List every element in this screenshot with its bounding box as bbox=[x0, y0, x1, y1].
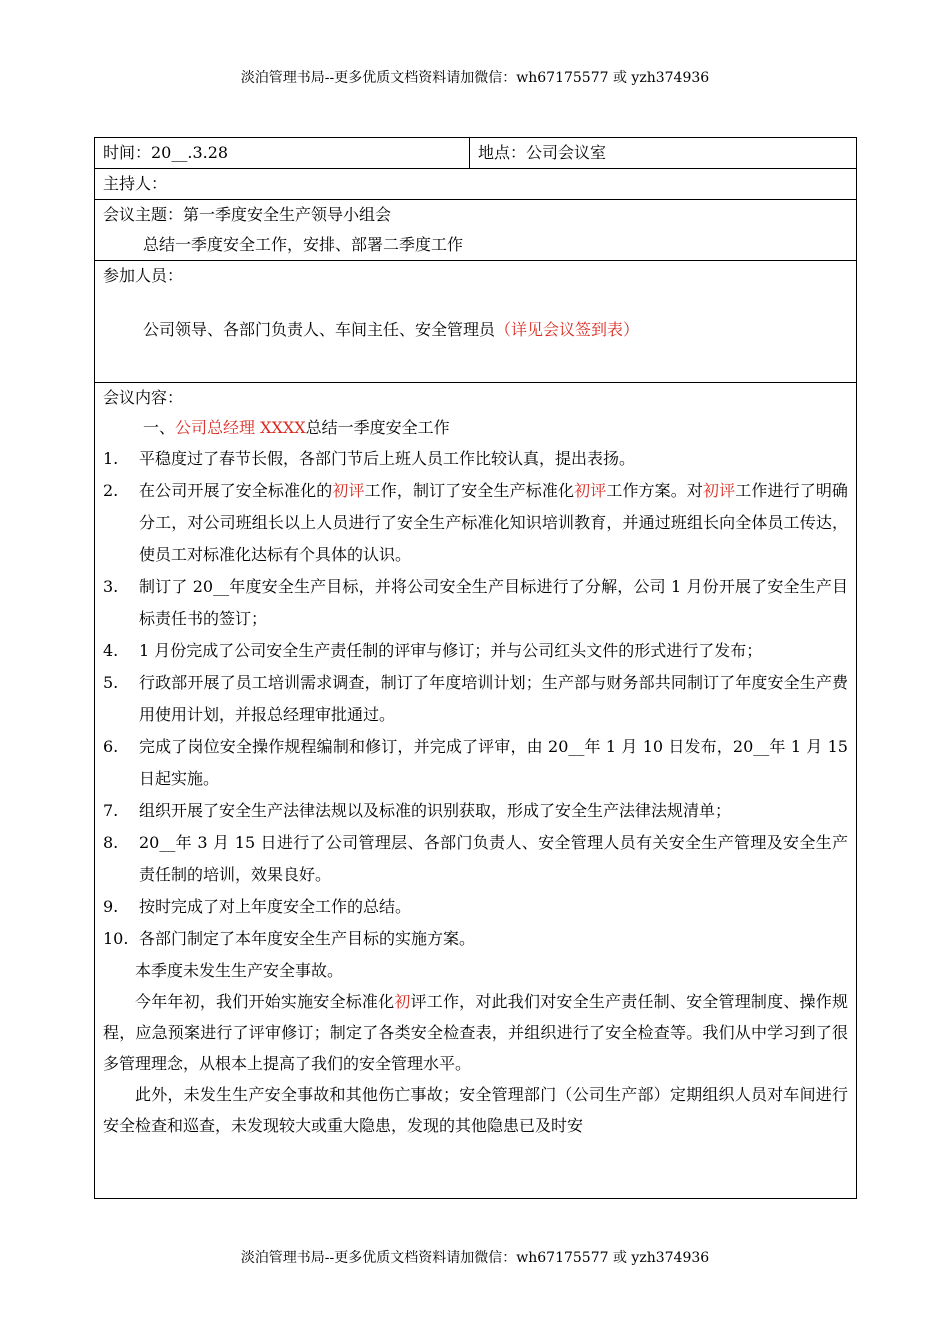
item-text bbox=[139, 475, 848, 571]
meeting-attendees bbox=[95, 261, 857, 383]
item-number: 6. bbox=[103, 737, 119, 756]
item-number: 4. bbox=[103, 641, 119, 660]
list-item bbox=[103, 731, 848, 795]
list-item bbox=[103, 795, 848, 827]
meeting-theme bbox=[95, 200, 857, 261]
attendees-label: 参加人员： bbox=[103, 266, 184, 285]
section-1-speaker: 公司总经理 XXXX bbox=[175, 418, 306, 437]
item-text: 平稳度过了春节长假，各部门节后上班人员工作比较认真，提出表扬。 bbox=[139, 449, 636, 468]
attendees-text: 公司领导、各部门负责人、车间主任、安全管理员 bbox=[143, 320, 496, 339]
item-text-part: 在公司开展了安全标准化的 bbox=[139, 481, 333, 500]
item-number: 10. bbox=[103, 929, 129, 948]
item-text: 按时完成了对上年度安全工作的总结。 bbox=[139, 897, 412, 916]
item-text: 20__年 3 月 15 日进行了公司管理层、各部门负责人、安全管理人员有关安全生产管理及安全生产责任制的培训，效果良好。 bbox=[139, 833, 848, 884]
section-1-suffix: 总结一季度安全工作 bbox=[305, 418, 450, 437]
paragraph-text-highlight: 初 bbox=[394, 992, 411, 1011]
item-number: 7. bbox=[103, 801, 119, 820]
meeting-time: 时间：20__.3.28 bbox=[95, 138, 470, 169]
item-number: 9. bbox=[103, 897, 119, 916]
content-item-list bbox=[103, 443, 848, 955]
item-text: 行政部开展了员工培训需求调查，制订了年度培训计划；生产部与财务部共同制订了年度安全生产费用使用计划，并报总经理审批通过。 bbox=[139, 673, 848, 724]
meeting-host: 主持人： bbox=[95, 169, 857, 200]
page-header: 淡泊管理书局--更多优质文档资料请加微信：wh67175577 或 yzh374936 bbox=[240, 70, 710, 86]
list-item bbox=[103, 443, 848, 475]
theme-line-2: 总结一季度安全工作，安排、部署二季度工作 bbox=[143, 235, 464, 254]
item-text: 组织开展了安全生产法律法规以及标准的识别获取，形成了安全生产法律法规清单； bbox=[139, 801, 732, 820]
section-1-title bbox=[103, 413, 848, 443]
meeting-place: 地点：公司会议室 bbox=[470, 138, 857, 169]
item-number: 8. bbox=[103, 833, 119, 852]
list-item bbox=[103, 891, 848, 923]
content-label: 会议内容： bbox=[103, 388, 184, 407]
item-text-highlight: 初评 bbox=[332, 481, 365, 500]
paragraph-text-part: 今年年初，我们开始实施安全标准化 bbox=[135, 992, 395, 1011]
item-text: 各部门制定了本年度安全生产目标的实施方案。 bbox=[139, 929, 476, 948]
item-number: 3. bbox=[103, 577, 119, 596]
paragraph-no-accident: 本季度未发生生产安全事故。 bbox=[135, 961, 344, 980]
list-item bbox=[103, 571, 848, 635]
list-item bbox=[103, 923, 848, 955]
item-text-highlight: 初评 bbox=[703, 481, 736, 500]
paragraph-text-part: 评工作，对此我们对安全生产责任制、安全管理制度、操作规程，应急预案进行了评审修订；制定了各类安全检查表，并组织进行了安全检查等。我们从中学习到了很多管理理念，从根本上提高了我们的安全管理水平。 bbox=[103, 992, 848, 1073]
attendees-line bbox=[103, 315, 848, 345]
meeting-minutes-table bbox=[94, 137, 857, 1199]
paragraph-standardization bbox=[103, 986, 848, 1079]
list-item bbox=[103, 635, 848, 667]
meeting-content bbox=[95, 383, 857, 1199]
item-text-highlight: 初评 bbox=[574, 481, 607, 500]
item-number: 1. bbox=[103, 449, 119, 468]
list-item bbox=[103, 667, 848, 731]
item-text-part: 工作进行了明确分工，对公司班组长以上人员进行了安全生产标准化知识培训教育，并通过班组长向全体员工传达，使员工对标准化达标有个具体的认识。 bbox=[139, 481, 848, 564]
section-1-prefix: 一、 bbox=[143, 418, 176, 437]
attendees-note: （详见会议签到表） bbox=[495, 320, 640, 339]
item-number: 5. bbox=[103, 673, 119, 692]
list-item bbox=[103, 827, 848, 891]
item-text: 完成了岗位安全操作规程编制和修订，并完成了评审，由 20__年 1 月 10 日发布，20__年 1 月 15 日起实施。 bbox=[139, 737, 848, 788]
theme-line-1: 会议主题：第一季度安全生产领导小组会 bbox=[103, 205, 392, 224]
item-number: 2. bbox=[103, 481, 119, 500]
list-item bbox=[103, 475, 848, 571]
paragraph-additional: 此外，未发生生产安全事故和其他伤亡事故；安全管理部门（公司生产部）定期组织人员对车间进行安全检查和巡查，未发现较大或重大隐患，发现的其他隐患已及时安 bbox=[103, 1085, 848, 1135]
item-text: 制订了 20__年度安全生产目标，并将公司安全生产目标进行了分解，公司 1 月份开展了安全生产目标责任书的签订； bbox=[139, 577, 848, 628]
item-text: 1 月份完成了公司安全生产责任制的评审与修订；并与公司红头文件的形式进行了发布； bbox=[139, 641, 763, 660]
item-text-part: 工作，制订了安全生产标准化 bbox=[364, 481, 575, 500]
item-text-part: 工作方案。对 bbox=[606, 481, 704, 500]
page-footer: 淡泊管理书局--更多优质文档资料请加微信：wh67175577 或 yzh374936 bbox=[240, 1250, 710, 1266]
